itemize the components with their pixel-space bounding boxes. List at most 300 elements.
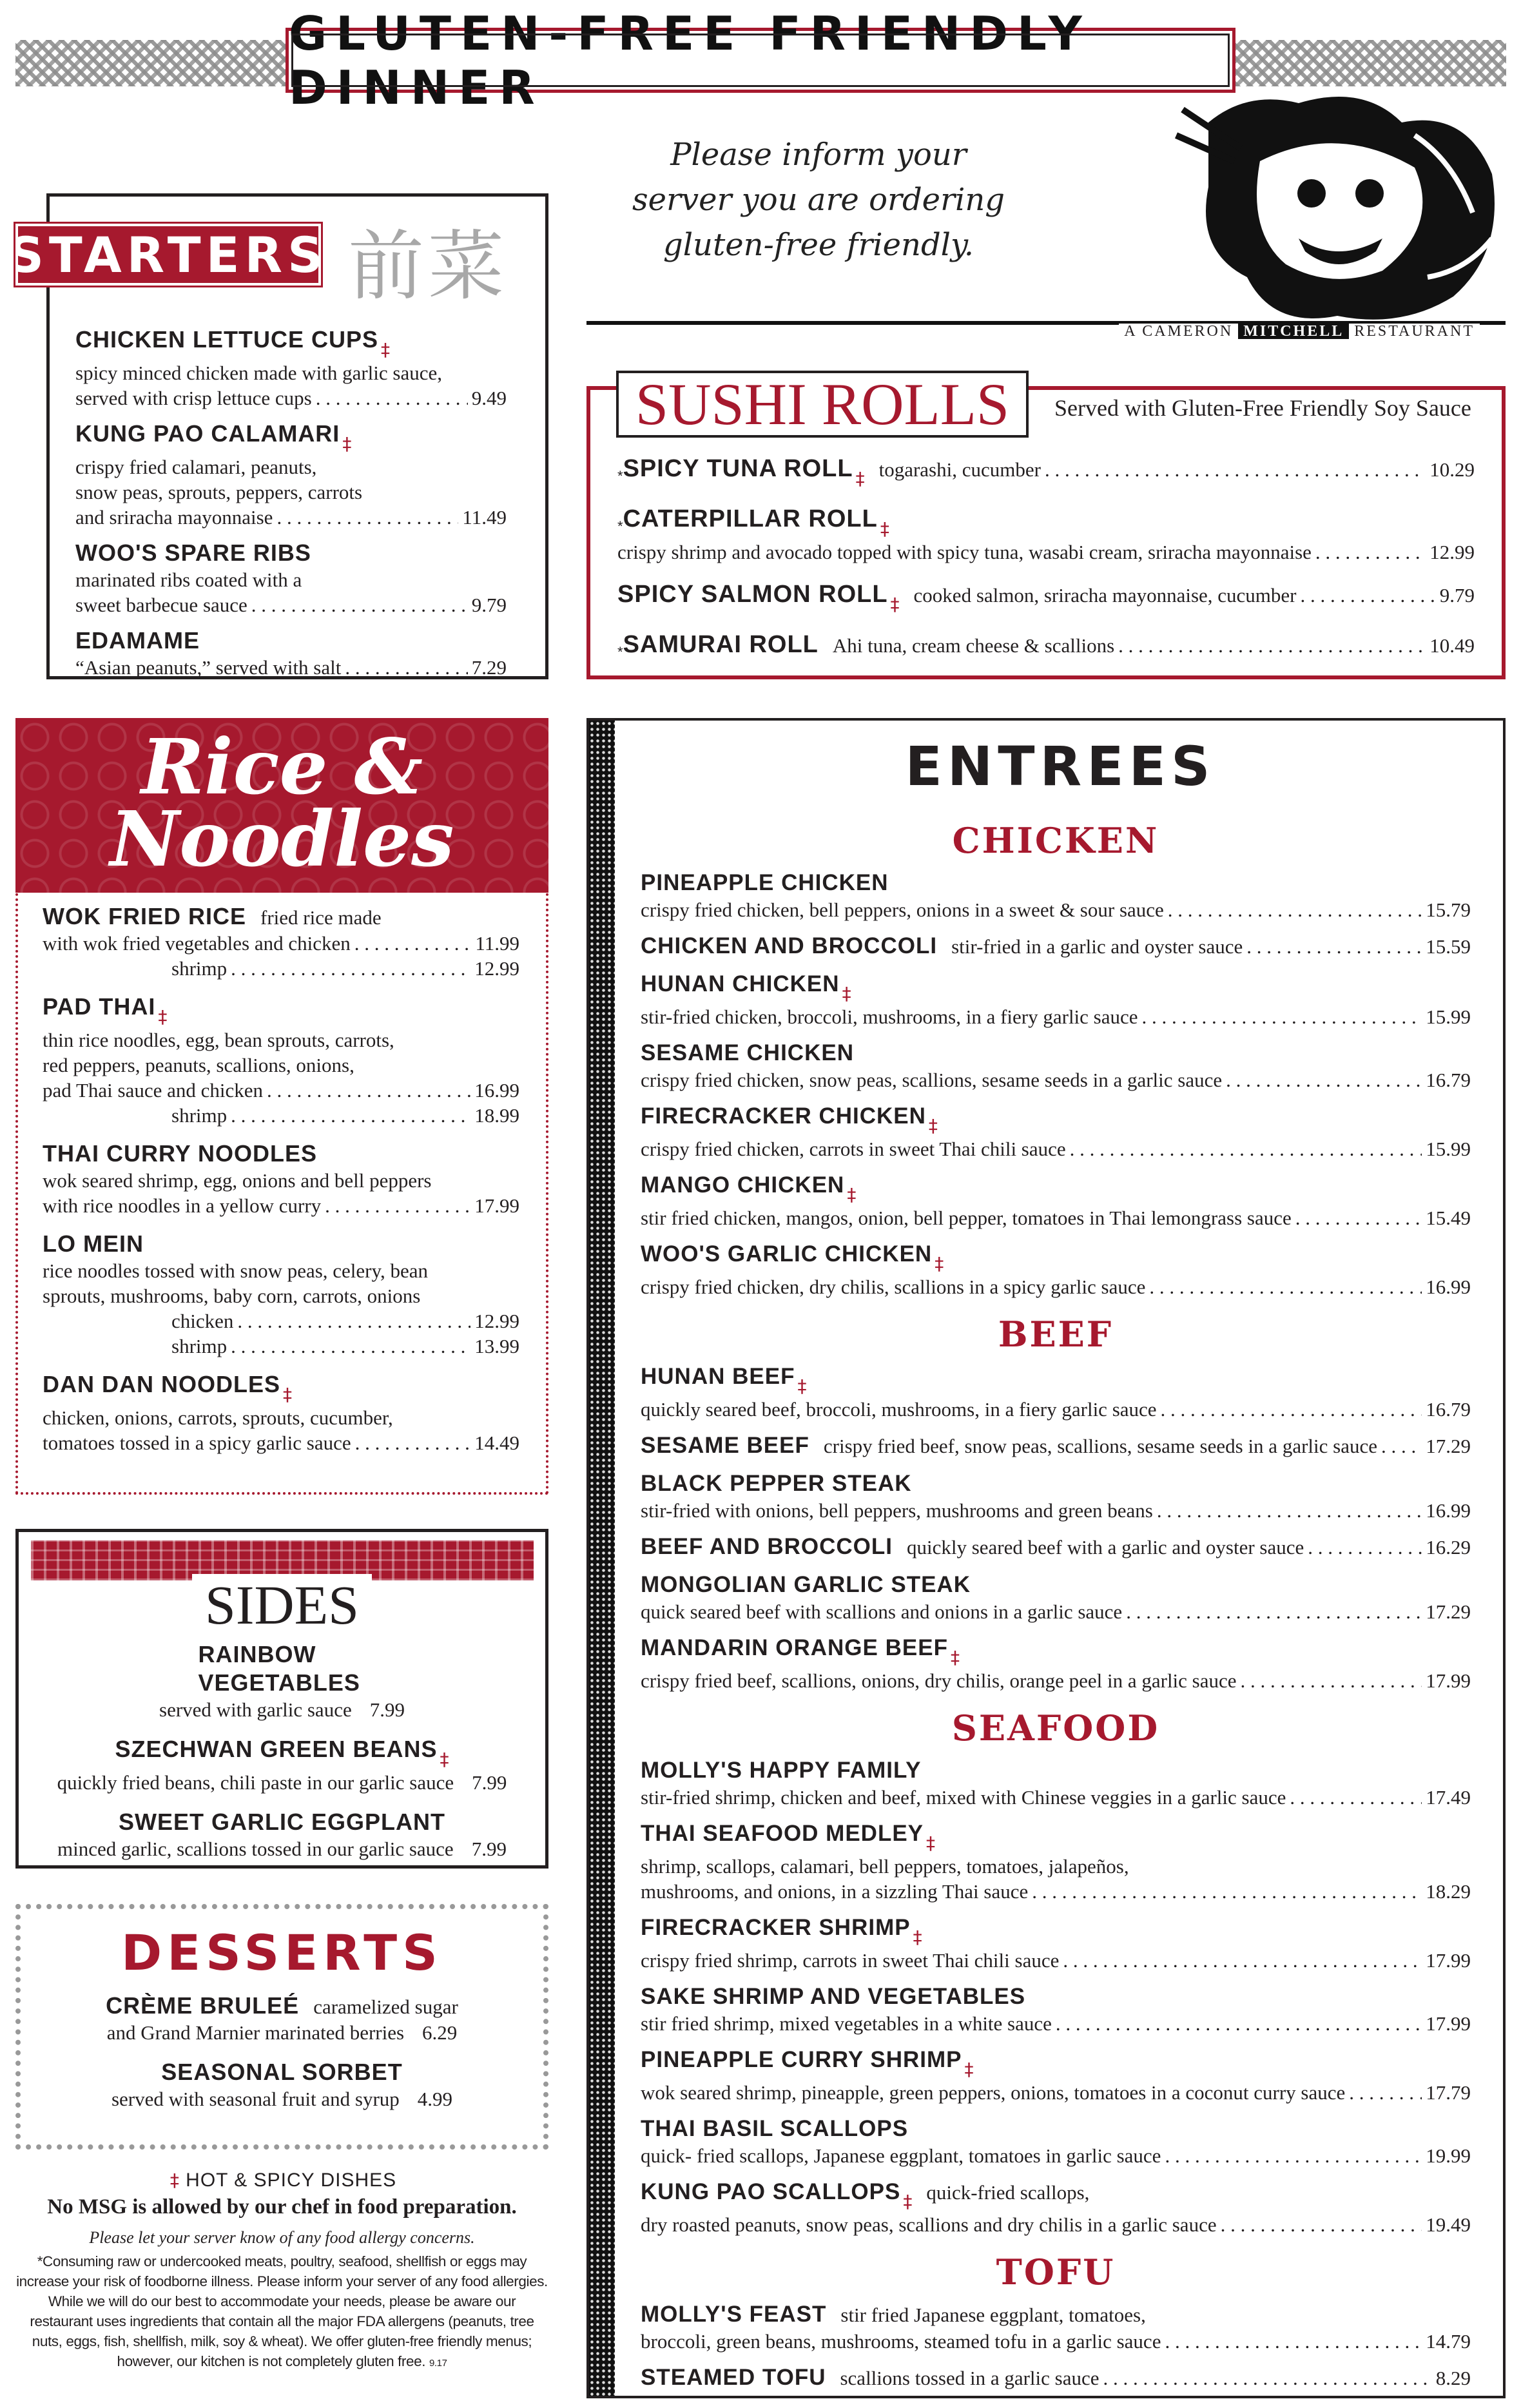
item-description: cooked salmon, sriracha mayonnaise, cucumber [913, 584, 1297, 607]
item-header [641, 932, 1471, 960]
item-description: snow peas, sprouts, peppers, carrots [75, 481, 363, 503]
item-description: Ahi tuna, cream cheese & scallions [832, 634, 1115, 657]
item-description-line [641, 1854, 1471, 1879]
item-header [641, 2364, 1471, 2392]
item-header [43, 1140, 519, 1168]
dot-leader [276, 505, 458, 530]
desserts-list [26, 1992, 538, 2124]
item-description: quick seared beef with scallions and onions in a garlic sauce [641, 1600, 1123, 1623]
menu-item [641, 1102, 1471, 1161]
dot-leader [1226, 1067, 1422, 1092]
gluten-free-notice [606, 132, 1031, 267]
item-description: tomatoes tossed in a spicy garlic sauce [43, 1432, 351, 1454]
entree-category-heading: BEEF [998, 1314, 1114, 1355]
hot-spicy-legend [15, 2170, 548, 2191]
item-description: crispy fried beef, scallions, onions, dry chilis, orange peel in a garlic sauce [641, 1669, 1237, 1692]
item-price: 7.99 [369, 1698, 405, 1721]
spicy-icon [913, 1927, 922, 1948]
item-header [641, 1039, 1471, 1067]
item-description-line [43, 1405, 519, 1430]
spicy-icon [440, 1749, 449, 1770]
dot-leader [1056, 2011, 1422, 2036]
item-price: 17.29 [1426, 1600, 1471, 1623]
item-price: 9.79 [471, 594, 507, 616]
dragon-logo-icon [1170, 84, 1505, 329]
menu-item [641, 1240, 1471, 1299]
item-price: 11.99 [475, 932, 519, 955]
item-description: wok seared shrimp, pineapple, green peppers, onions, tomatoes in a coconut curry sauce [641, 2081, 1346, 2104]
item-name: SESAME BEEF [641, 1433, 809, 1458]
item-description: quickly seared beef, broccoli, mushrooms, in a fiery garlic sauce [641, 1398, 1157, 1421]
item-description-line [641, 1067, 1471, 1092]
spicy-icon [856, 468, 865, 489]
item-price: 17.49 [1426, 1786, 1471, 1809]
item-price: 14.79 [1426, 2330, 1471, 2353]
item-price: 7.99 [472, 1771, 507, 1794]
dot-leader [1165, 2143, 1422, 2168]
item-price: 17.29 [1426, 1435, 1471, 1457]
menu-item [26, 1640, 538, 1722]
item-price: 15.79 [1426, 898, 1471, 921]
item-header [641, 1983, 1471, 2011]
item-description: stir-fried in a garlic and oyster sauce [951, 935, 1243, 958]
item-description: with wok fried vegetables and chicken [43, 932, 351, 955]
item-name: CATERPILLAR ROLL [623, 505, 878, 532]
item-description-line [43, 956, 519, 981]
menu-item [26, 1992, 538, 2045]
item-description: stir-fried chicken, broccoli, mushrooms, in a fiery garlic sauce [641, 1005, 1138, 1028]
item-description-line [43, 1258, 519, 1283]
dot-leader [1308, 1536, 1422, 1559]
dot-leader [237, 1308, 470, 1334]
raw-advisory-asterisk-icon [617, 644, 623, 661]
item-description-line [43, 1053, 519, 1078]
item-description: crispy fried chicken, bell peppers, onions in a sweet & sour sauce [641, 898, 1164, 921]
item-name: THAI BASIL SCALLOPS [641, 2116, 909, 2141]
dot-leader [231, 1334, 470, 1359]
spicy-icon [381, 339, 390, 360]
item-description: broccoli, green beans, mushrooms, steamed tofu in a garlic sauce [641, 2330, 1161, 2353]
item-description-line [641, 1948, 1471, 1973]
dot-leader [354, 931, 472, 956]
rice-noodles-heading [15, 718, 548, 893]
item-name: FIRECRACKER CHICKEN [641, 1103, 926, 1129]
item-header [26, 2058, 538, 2086]
item-header [75, 420, 507, 454]
item-header [75, 626, 507, 655]
item-price: 12.99 [1429, 541, 1475, 563]
spicy-icon [926, 1832, 935, 1854]
spicy-icon [964, 2059, 973, 2080]
item-name: SAMURAI ROLL [623, 631, 819, 658]
brand-prefix: A CAMERON [1119, 324, 1238, 339]
menu-title-banner [286, 6, 1235, 115]
item-header [641, 1171, 1471, 1205]
item-price: 17.99 [1426, 2012, 1471, 2035]
menu-item [75, 626, 507, 680]
dot-leader [1241, 1668, 1422, 1693]
item-description-line [43, 1308, 519, 1334]
item-description: quickly fried beans, chili paste in our garlic sauce [57, 1771, 454, 1794]
menu-item [641, 1820, 1471, 1904]
item-header [617, 505, 1475, 539]
item-description: served with crisp lettuce cups [75, 387, 312, 409]
spicy-icon [283, 1384, 292, 1405]
item-description-line [43, 1283, 519, 1308]
item-description: crispy fried chicken, carrots in sweet Thai chili sauce [641, 1138, 1066, 1160]
restaurant-brand-bar [586, 321, 1506, 338]
item-name: PINEAPPLE CURRY SHRIMP [641, 2047, 962, 2072]
item-header [641, 2178, 1471, 2212]
dot-leader [1161, 1397, 1422, 1422]
menu-item [617, 630, 1475, 661]
item-description-line [75, 360, 507, 385]
brand-name: MITCHELL [1238, 324, 1349, 339]
item-description-line [75, 505, 507, 530]
item-name: THAI CURRY NOODLES [43, 1140, 318, 1167]
item-price: 17.99 [474, 1194, 519, 1217]
item-description-line [75, 592, 507, 617]
item-header [641, 869, 1471, 897]
item-description-line [641, 1205, 1471, 1230]
item-price: 7.99 [471, 1838, 507, 1860]
item-name: HUNAN CHICKEN [641, 971, 840, 996]
entrees-heading: ENTREES [905, 735, 1216, 798]
item-price: 4.99 [417, 2088, 453, 2110]
dot-leader [1126, 1599, 1422, 1624]
menu-item [641, 1634, 1471, 1693]
item-description: stir fried shrimp, mixed vegetables in a white sauce [641, 2012, 1052, 2035]
item-description-line [26, 1770, 538, 1795]
item-description: chicken, onions, carrots, sprouts, cucumber, [43, 1406, 393, 1429]
item-name: WOK FRIED RICE [43, 903, 246, 929]
item-name: SWEET GARLIC EGGPLANT [119, 1809, 445, 1835]
item-description: quickly seared beef with a garlic and oyster sauce [906, 1536, 1304, 1558]
item-price: 6.29 [422, 2021, 458, 2044]
item-description: shrimp [171, 957, 228, 980]
menu-item [641, 1432, 1471, 1460]
item-header [641, 1240, 1471, 1274]
item-name: BEEF AND BROCCOLI [641, 1534, 893, 1559]
dot-leader [1301, 584, 1436, 607]
item-price: 10.49 [1429, 634, 1475, 657]
item-description-line [43, 1193, 519, 1218]
item-description: fried rice made [260, 906, 382, 929]
item-price: 7.29 [471, 656, 507, 679]
item-description: crispy fried shrimp, carrots in sweet Thai chili sauce [641, 1949, 1060, 1972]
item-name: CHICKEN LETTUCE CUPS [75, 326, 379, 353]
item-description-line [641, 2212, 1471, 2237]
item-price: 19.99 [1426, 2144, 1471, 2167]
item-price: 15.49 [1426, 1207, 1471, 1229]
item-header [641, 1432, 1471, 1460]
item-name: FIRECRACKER SHRIMP [641, 1915, 911, 1940]
item-name: DAN DAN NOODLES [43, 1371, 281, 1397]
item-name: WOO'S SPARE RIBS [75, 539, 311, 566]
item-description-line [26, 2020, 538, 2045]
item-description: stir fried Japanese eggplant, tomatoes, [840, 2304, 1146, 2326]
dot-leader [345, 655, 467, 680]
item-description: crispy fried calamari, peanuts, [75, 456, 317, 478]
spicy-icon [891, 594, 900, 615]
item-price: 16.99 [1426, 1499, 1471, 1522]
spicy-icon [842, 983, 851, 1004]
item-description-line [75, 567, 507, 592]
item-description-line [75, 655, 507, 680]
item-header [641, 2115, 1471, 2143]
item-header [641, 1914, 1471, 1948]
item-header [641, 1756, 1471, 1785]
menu-item [641, 2300, 1471, 2354]
item-description-line [641, 1397, 1471, 1422]
dot-leader [1149, 1274, 1422, 1299]
entree-category-heading: TOFU [996, 2251, 1116, 2293]
dot-leader [1032, 1879, 1422, 1904]
menu-item [641, 970, 1471, 1029]
item-description: shrimp [171, 1335, 228, 1357]
item-price: 16.79 [1426, 1069, 1471, 1091]
item-description-line [43, 1103, 519, 1128]
dot-leader [267, 1078, 470, 1103]
allergy-notice: Please let your server know of any food allergy concerns. [89, 2228, 475, 2247]
item-header [26, 1640, 538, 1697]
item-description-line [43, 1027, 519, 1053]
item-header [617, 630, 1475, 661]
item-description: stir-fried shrimp, chicken and beef, mixed with Chinese veggies in a garlic sauce [641, 1786, 1286, 1809]
item-description: spicy minced chicken made with garlic sauce, [75, 362, 442, 384]
dot-leader [316, 385, 468, 411]
menu-version: 9.17 [429, 2358, 447, 2369]
item-description-line [75, 385, 507, 411]
heading-line: Rice & [140, 722, 423, 811]
item-description-line [75, 480, 507, 505]
item-description-line [641, 1136, 1471, 1161]
item-price: 19.49 [1426, 2213, 1471, 2236]
menu-item [641, 1039, 1471, 1092]
item-description-line [641, 2080, 1471, 2105]
menu-item [641, 2178, 1471, 2237]
item-description: quick-fried scallops, [926, 2181, 1090, 2204]
entrees-list [641, 806, 1471, 2402]
item-price: 12.99 [474, 1310, 519, 1332]
dot-leader [231, 956, 470, 981]
spicy-icon [797, 1375, 806, 1397]
item-name: LO MEIN [43, 1230, 144, 1257]
item-name: THAI SEAFOOD MEDLEY [641, 1821, 924, 1846]
sides-heading-text: SIDES [192, 1574, 372, 1636]
menu-item [641, 932, 1471, 960]
menu-item [641, 1756, 1471, 1810]
spicy-icon [847, 1184, 856, 1205]
menu-item [26, 1808, 538, 1861]
menu-item [641, 1171, 1471, 1230]
item-description: minced garlic, scallions tossed in our garlic sauce [57, 1838, 454, 1860]
item-name: MOLLY'S FEAST [641, 2302, 827, 2327]
item-name: SPICY SALMON ROLL [617, 581, 888, 608]
consumer-advisory [15, 2251, 548, 2373]
menu-item [617, 580, 1475, 615]
item-price: 15.59 [1426, 935, 1471, 958]
menu-item [617, 505, 1475, 565]
item-description: chicken [171, 1310, 234, 1332]
item-name: MANDARIN ORANGE BEEF [641, 1635, 948, 1660]
dot-leader [251, 592, 468, 617]
dot-leader [1315, 539, 1426, 565]
menu-item [26, 1735, 538, 1795]
dot-leader [1157, 1498, 1422, 1523]
menu-item [641, 1363, 1471, 1422]
item-name: RAINBOW VEGETABLES [198, 1641, 360, 1696]
item-description: and sriracha mayonnaise [75, 506, 273, 529]
menu-item [43, 1370, 519, 1455]
item-header [75, 325, 507, 360]
item-header [26, 1992, 538, 2020]
item-name: PAD THAI [43, 993, 156, 1020]
item-name: CHICKEN AND BROCCOLI [641, 933, 938, 958]
item-description-line [43, 1334, 519, 1359]
item-price: 17.99 [1426, 1669, 1471, 1692]
item-description-line [641, 1668, 1471, 1693]
dot-leader [1290, 1785, 1422, 1810]
raw-advisory-asterisk-icon [617, 468, 623, 485]
item-header [43, 1370, 519, 1405]
item-header [43, 902, 519, 931]
menu-item [641, 2115, 1471, 2168]
item-description: quick- fried scallops, Japanese eggplant, tomatoes in garlic sauce [641, 2144, 1161, 2167]
item-price: 16.99 [1426, 1276, 1471, 1298]
raw-advisory-asterisk-icon [617, 518, 623, 535]
dot-leader [325, 1193, 470, 1218]
item-description: mushrooms, and onions, in a sizzling Thai sauce [641, 1880, 1029, 1903]
item-header [641, 1102, 1471, 1136]
item-description-line [641, 1785, 1471, 1810]
footer-notes [15, 2170, 548, 2373]
item-price: 9.49 [471, 387, 507, 409]
item-price: 12.99 [474, 957, 519, 980]
item-description: crispy fried chicken, snow peas, scallions, sesame seeds in a garlic sauce [641, 1069, 1223, 1091]
banner-pattern-right [1235, 40, 1506, 86]
item-price: 16.99 [474, 1079, 519, 1102]
item-name: BLACK PEPPER STEAK [641, 1471, 912, 1496]
dot-leader [1381, 1435, 1422, 1458]
item-header [641, 970, 1471, 1004]
item-price: 15.99 [1426, 1138, 1471, 1160]
item-name: KUNG PAO CALAMARI [75, 420, 340, 447]
tagline-line: Please inform your [670, 137, 967, 173]
item-description-line [43, 1430, 519, 1455]
no-msg-notice: No MSG is allowed by our chef in food preparation. [47, 2195, 517, 2219]
item-description: crispy fried beef, snow peas, scallions, sesame seeds in a garlic sauce [823, 1435, 1377, 1457]
menu-title: GLUTEN-FREE FRIENDLY DINNER [289, 6, 1091, 115]
sushi-list [617, 454, 1475, 661]
menu-item [43, 1230, 519, 1359]
menu-item [75, 325, 507, 411]
item-name: MOLLY'S HAPPY FAMILY [641, 1758, 922, 1783]
item-header [641, 1363, 1471, 1397]
item-description: wok seared shrimp, egg, onions and bell peppers [43, 1169, 432, 1192]
spicy-icon [170, 2170, 180, 2191]
item-description-line [617, 539, 1475, 565]
item-description: shrimp [171, 1104, 228, 1127]
item-description-line [26, 2086, 538, 2112]
item-description-line [641, 2143, 1471, 2168]
menu-item [641, 869, 1471, 922]
item-price: 16.29 [1426, 1536, 1471, 1558]
banner-pattern-left [15, 40, 286, 86]
item-header [43, 993, 519, 1027]
item-description-line [641, 1498, 1471, 1523]
item-header [26, 1808, 538, 1836]
item-header [75, 539, 507, 567]
menu-item [26, 2058, 538, 2112]
tagline-line: server you are ordering [632, 182, 1005, 218]
item-description: stir-fried with onions, bell peppers, mushrooms and green beans [641, 1499, 1153, 1522]
item-description: “Asian peanuts,” served with salt [75, 656, 342, 679]
item-name: SAKE SHRIMP AND VEGETABLES [641, 1984, 1026, 2009]
item-price: 16.79 [1426, 1398, 1471, 1421]
item-description-line [641, 2329, 1471, 2354]
spicy-icon [929, 1115, 938, 1136]
item-header [641, 1634, 1471, 1668]
menu-item [641, 1914, 1471, 1973]
menu-item [43, 1140, 519, 1218]
desserts-heading: DESSERTS [121, 1924, 443, 1981]
menu-item [641, 1470, 1471, 1523]
item-price: 18.99 [474, 1104, 519, 1127]
item-description: red peppers, peanuts, scallions, onions, [43, 1054, 354, 1076]
item-description: pad Thai sauce and chicken [43, 1079, 263, 1102]
item-name: EDAMAME [75, 627, 200, 654]
item-description: shrimp, scallops, calamari, bell peppers, tomatoes, jalapeños, [641, 1855, 1129, 1878]
item-description: crispy shrimp and avocado topped with spicy tuna, wasabi cream, sriracha mayonnaise [617, 541, 1312, 563]
item-description: stir fried chicken, mangos, onion, bell pepper, tomatoes in Thai lemongrass sauce [641, 1207, 1292, 1229]
item-header [641, 1820, 1471, 1854]
item-price: 17.79 [1426, 2081, 1471, 2104]
item-header [641, 2046, 1471, 2080]
spicy-icon [158, 1006, 167, 1027]
item-header [43, 1230, 519, 1258]
starters-heading: STARTERS [15, 224, 321, 286]
item-description: caramelized sugar [313, 1995, 458, 2018]
menu-item [43, 993, 519, 1128]
item-description-line [641, 2011, 1471, 2036]
menu-item [75, 420, 507, 530]
entree-category-heading: CHICKEN [952, 820, 1159, 861]
spicy-icon [880, 518, 889, 539]
item-description-line [43, 1078, 519, 1103]
menu-item [641, 2046, 1471, 2105]
menu-item [75, 539, 507, 617]
item-price: 13.99 [474, 1335, 519, 1357]
item-description: dry roasted peanuts, snow peas, scallions and dry chilis in a garlic sauce [641, 2213, 1217, 2236]
item-header [641, 1470, 1471, 1498]
sushi-note: Served with Gluten-Free Friendly Soy Sauce [1054, 395, 1471, 421]
item-price: 18.29 [1426, 1880, 1471, 1903]
item-price: 17.99 [1426, 1949, 1471, 1972]
advisory-text: *Consuming raw or undercooked meats, poultry, seafood, shellfish or eggs may increase your risk of foodborne illness. Please inform your server of any food allergies. While we will do our best to accommodate your needs, please be aware our restaurant uses ingredients that contain all the major FDA allergens (peanuts, tree nuts, eggs, fish, shellfish, milk, soy & wheat). We offer gluten-free friendly menus; however, our kitchen is not completely gluten free. [16, 2253, 548, 2369]
item-description: scallions tossed in a garlic sauce [840, 2367, 1100, 2389]
item-name: STEAMED TOFU [641, 2365, 826, 2390]
item-header [617, 454, 1475, 489]
menu-item [641, 1983, 1471, 2036]
dot-leader [1246, 935, 1422, 958]
item-description: with rice noodles in a yellow curry [43, 1194, 322, 1217]
spicy-icon [935, 1253, 944, 1274]
item-name: SEASONAL SORBET [161, 2059, 403, 2085]
rice-noodles-list [43, 902, 519, 1467]
dot-leader [231, 1103, 470, 1128]
item-header [641, 2300, 1471, 2329]
